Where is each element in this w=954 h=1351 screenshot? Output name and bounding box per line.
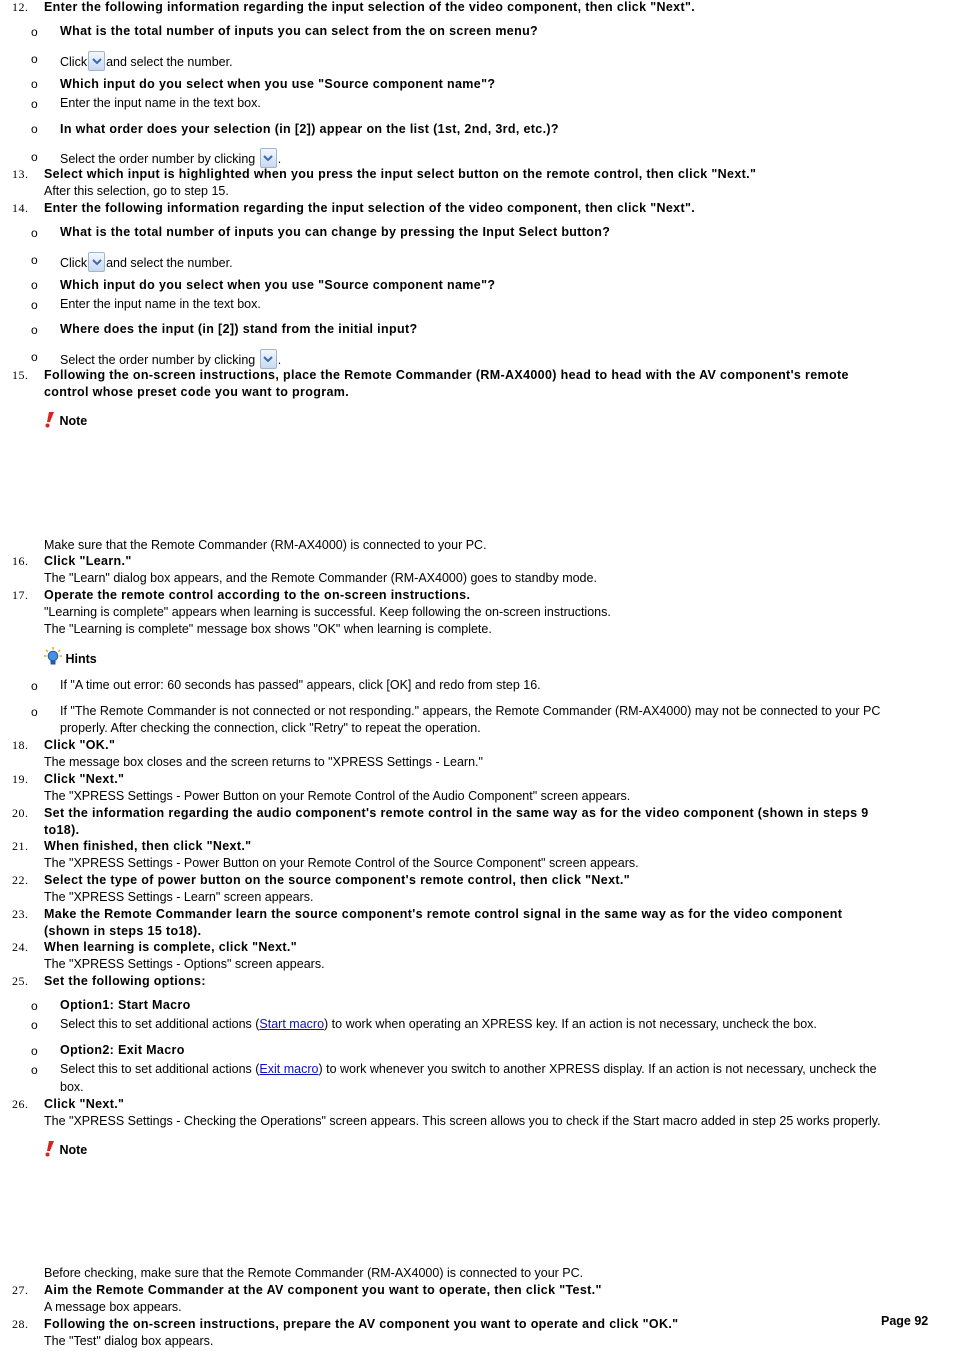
bullet: o — [31, 52, 38, 66]
bullet: o — [31, 97, 38, 111]
step-body: "Learning is complete" appears when learning is successful. Keep following the on-screen instructions. — [44, 605, 611, 619]
start-macro-link[interactable]: Start macro — [259, 1017, 325, 1031]
step-26-title: Click "Next." — [44, 1097, 125, 1111]
option-text: Select this to set additional actions ( — [60, 1017, 260, 1031]
step-body: A message box appears. — [44, 1300, 182, 1314]
exclamation-icon — [44, 411, 56, 428]
bullet: o — [31, 25, 38, 39]
step-27-title: Aim the Remote Commander at the AV component you want to operate, then click "Test." — [44, 1283, 602, 1297]
exit-macro-link[interactable]: Exit macro — [259, 1062, 319, 1076]
step-number: 17. — [12, 588, 29, 602]
bullet: o — [31, 253, 38, 267]
bullet: o — [31, 705, 38, 719]
step-24-title: When learning is complete, click "Next." — [44, 940, 298, 954]
bullet: o — [31, 77, 38, 91]
bullet: o — [31, 226, 38, 240]
step-number: 16. — [12, 554, 29, 568]
step-13-title: Select which input is highlighted when you press the input select button on the remote control, then click "Next." — [44, 167, 757, 181]
question: Where does the input (in [2]) stand from the initial input? — [60, 322, 418, 336]
step-15-title: Following the on-screen instructions, place the Remote Commander (RM-AX4000) head to head with the AV component's remote — [44, 368, 849, 382]
hints-heading — [44, 647, 97, 667]
step-number: 28. — [12, 1317, 29, 1331]
step-20-title-cont: to18). — [44, 823, 80, 837]
step-number: 25. — [12, 974, 29, 988]
bullet: o — [31, 323, 38, 337]
dropdown-arrow-icon[interactable] — [88, 252, 105, 272]
hints-label: Hints — [65, 652, 97, 666]
step-number: 12. — [12, 0, 29, 14]
hint-text: If "A time out error: 60 seconds has passed" appears, click [OK] and redo from step 16. — [60, 678, 541, 692]
dropdown-arrow-icon[interactable] — [88, 51, 105, 71]
bullet: o — [31, 1063, 38, 1077]
step-20-title: Set the information regarding the audio component's remote control in the same way as for the video component (shown in steps 9 — [44, 806, 869, 820]
question: What is the total number of inputs you can change by pressing the Input Select button? — [60, 225, 611, 239]
answer-text: Click — [60, 55, 88, 69]
step-body: The "Learn" dialog box appears, and the Remote Commander (RM-AX4000) goes to standby mode. — [44, 571, 597, 585]
step-body: The message box closes and the screen returns to "XPRESS Settings - Learn." — [44, 755, 483, 769]
question: What is the total number of inputs you can select from the on screen menu? — [60, 24, 539, 38]
bullet: o — [31, 1044, 38, 1058]
note-heading — [44, 411, 87, 429]
hint-text: If "The Remote Commander is not connected or not responding." appears, the Remote Commander (RM-AX4000) may not be connected to your PC — [60, 704, 881, 718]
step-23-title-cont: (shown in steps 15 to18). — [44, 924, 202, 938]
step-body: The "XPRESS Settings - Power Button on your Remote Control of the Audio Component" screen appears. — [44, 789, 631, 803]
bullet: o — [31, 278, 38, 292]
step-15-title-cont: control whose preset code you want to program. — [44, 385, 350, 399]
step-body: The "XPRESS Settings - Power Button on your Remote Control of the Source Component" screen appears. — [44, 856, 639, 870]
bullet: o — [31, 298, 38, 312]
question: In what order does your selection (in [2]) appear on the list (1st, 2nd, 3rd, etc.)? — [60, 122, 559, 136]
step-number: 23. — [12, 907, 29, 921]
step-body: The "XPRESS Settings - Checking the Operations" screen appears. This screen allows you to check if the Start macro added in step 25 works properly. — [44, 1114, 881, 1128]
dropdown-arrow-icon[interactable] — [260, 349, 277, 369]
step-number: 14. — [12, 201, 29, 215]
bullet: o — [31, 1018, 38, 1032]
answer-text: Select the order number by clicking — [60, 152, 256, 166]
step-23-title: Make the Remote Commander learn the source component's remote control signal in the same way as for the video component — [44, 907, 843, 921]
step-body: The "Learning is complete" message box shows "OK" when learning is complete. — [44, 622, 492, 636]
answer-text: Select the order number by clicking — [60, 353, 256, 367]
exclamation-icon — [44, 1140, 56, 1157]
option-text: ) to work when operating an XPRESS key. If an action is not necessary, uncheck the box. — [324, 1017, 817, 1031]
answer-row — [60, 349, 281, 369]
step-body: The "Test" dialog box appears. — [44, 1334, 214, 1348]
step-number: 20. — [12, 806, 29, 820]
step-body: Make sure that the Remote Commander (RM-AX4000) is connected to your PC. — [44, 538, 487, 552]
step-16-title: Click "Learn." — [44, 554, 132, 568]
step-body: Before checking, make sure that the Remote Commander (RM-AX4000) is connected to your PC. — [44, 1266, 584, 1280]
option-title: Option2: Exit Macro — [60, 1043, 185, 1057]
dropdown-arrow-icon[interactable] — [260, 148, 277, 168]
step-21-title: When finished, then click "Next." — [44, 839, 252, 853]
answer-text: Enter the input name in the text box. — [60, 96, 261, 110]
step-number: 22. — [12, 873, 29, 887]
note-label: Note — [59, 414, 88, 428]
note-heading — [44, 1140, 87, 1158]
bullet: o — [31, 679, 38, 693]
hint-text-cont: properly. After checking the connection, click "Retry" to repeat the operation. — [60, 721, 481, 735]
answer-text: Enter the input name in the text box. — [60, 297, 261, 311]
step-body: After this selection, go to step 15. — [44, 184, 229, 198]
step-19-title: Click "Next." — [44, 772, 125, 786]
option-desc — [60, 1017, 817, 1032]
step-number: 21. — [12, 839, 29, 853]
lightbulb-icon — [44, 647, 62, 667]
question: Which input do you select when you use "Source component name"? — [60, 278, 496, 292]
answer-text: . — [277, 152, 282, 166]
step-number: 13. — [12, 167, 29, 181]
note-label: Note — [59, 1143, 88, 1157]
answer-text: . — [277, 353, 282, 367]
step-12-title: Enter the following information regarding the input selection of the video component, then click "Next". — [44, 0, 696, 14]
page-number: Page 92 — [881, 1314, 929, 1328]
answer-row — [60, 51, 233, 71]
step-18-title: Click "OK." — [44, 738, 116, 752]
step-25-title: Set the following options: — [44, 974, 206, 988]
step-number: 19. — [12, 772, 29, 786]
step-14-title: Enter the following information regarding the input selection of the video component, then click "Next". — [44, 201, 696, 215]
answer-row — [60, 148, 281, 168]
step-22-title: Select the type of power button on the source component's remote control, then click "Next." — [44, 873, 630, 887]
answer-text: and select the number. — [106, 256, 233, 270]
bullet: o — [31, 150, 38, 164]
step-number: 15. — [12, 368, 29, 382]
option-title: Option1: Start Macro — [60, 998, 191, 1012]
option-desc-cont: box. — [60, 1080, 84, 1094]
question: Which input do you select when you use "Source component name"? — [60, 77, 496, 91]
step-body: The "XPRESS Settings - Learn" screen appears. — [44, 890, 314, 904]
option-text: Select this to set additional actions ( — [60, 1062, 260, 1076]
step-17-title: Operate the remote control according to the on-screen instructions. — [44, 588, 471, 602]
step-28-title: Following the on-screen instructions, prepare the AV component you want to operate and click "OK." — [44, 1317, 679, 1331]
answer-row — [60, 252, 233, 272]
answer-text: and select the number. — [106, 55, 233, 69]
step-number: 24. — [12, 940, 29, 954]
bullet: o — [31, 999, 38, 1013]
bullet: o — [31, 122, 38, 136]
step-body: The "XPRESS Settings - Options" screen appears. — [44, 957, 325, 971]
step-number: 27. — [12, 1283, 29, 1297]
answer-text: Click — [60, 256, 88, 270]
option-text: ) to work whenever you switch to another XPRESS display. If an action is not necessary, uncheck the — [318, 1062, 877, 1076]
bullet: o — [31, 350, 38, 364]
step-number: 26. — [12, 1097, 29, 1111]
option-desc — [60, 1062, 877, 1077]
step-number: 18. — [12, 738, 29, 752]
